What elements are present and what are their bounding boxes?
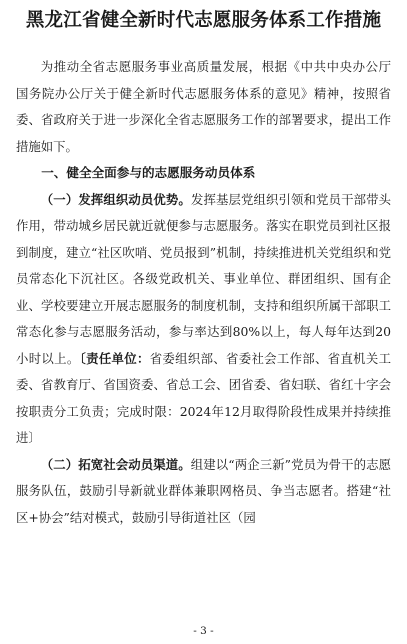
page-number: - 3 -: [193, 625, 214, 637]
item-2-paragraph: [16, 452, 391, 532]
item-2-heading: （二）拓宽社会动员渠道。: [40, 456, 191, 472]
item-1-responsibility-label: 〔责任单位：: [79, 350, 150, 366]
intro-paragraph: 为推动全省志愿服务事业高质量发展，根据《中共中央办公厅 国务院办公厅关于健全新时代志愿服务体系的意见》精神，按照省委、省政府关于进一步深化全省志愿服务工作的部署要求，提出工作措施如下。: [16, 59, 391, 154]
item-2-text: 组建以“两企三新”党员为骨干的志愿服务队伍，鼓励引导新就业群体兼职网格员、争当志愿者。搭建“社区+协会”结对模式，鼓励引导街道社区（园: [16, 456, 391, 525]
document-title: 黑龙江省健全新时代志愿服务体系工作措施: [25, 10, 382, 31]
document-page: [0, 8, 407, 644]
item-1-text: 发挥基层党组织引领和党员干部带头作用，带动城乡居民就近就便参与志愿服务。落实在职党员到社区报到制度，建立“社区吹哨、党员报到”机制，持续推进机关党组织和党员常态化下沉社区。各级党政机关、事业单位、群团组织、国有企业、学校要建立开展志愿服务的制度机制，支持和组织所属干部职工常态化参与志愿服务活动，参与率达到80%以上，每人每年达到20小时以上。: [16, 191, 392, 366]
document-body: [16, 54, 391, 531]
section-heading: 一、健全全面参与的志愿服务动员体系: [41, 165, 256, 180]
item-1-responsibility-text: 省委组织部、省委社会工作部、省直机关工委、省教育厅、省国资委、省总工会、团省委、省妇联、省红十字会按职责分工负责；完成时限：2024年12月取得阶段性成果并持续推进〕: [16, 350, 392, 445]
item-1-heading: （一）发挥组织动员优势。: [40, 191, 191, 207]
item-1-paragraph: [16, 187, 391, 452]
